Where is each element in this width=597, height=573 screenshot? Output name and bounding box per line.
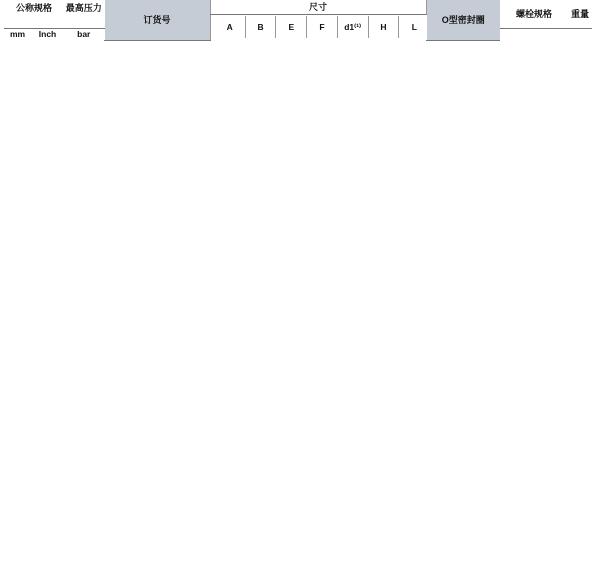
dim-col-header: B xyxy=(245,16,276,38)
dim-col-header: F xyxy=(307,16,338,38)
mm-unit: mm xyxy=(9,29,26,40)
bar-unit: bar xyxy=(77,29,91,40)
max-pressure-header: 最高压力 xyxy=(64,0,104,28)
inch-unit: Inch xyxy=(38,29,57,40)
dim-col-header: E xyxy=(276,16,307,38)
bolt-header: 螺栓规格 xyxy=(500,0,568,28)
nominal-size-header: 公称规格 xyxy=(4,0,64,28)
flange-spec-table xyxy=(4,0,592,41)
weight-header: 重量 xyxy=(568,0,592,28)
dimension-columns-header xyxy=(210,14,426,40)
dimensions-header: 尺寸 xyxy=(210,0,426,14)
oring-header: O型密封圈 xyxy=(426,0,500,40)
dim-col-header: d1⁽¹⁾ xyxy=(337,16,368,38)
dim-col-header: A xyxy=(215,16,246,38)
order-number-header: 订货号 xyxy=(104,0,210,40)
dim-col-header: L xyxy=(411,21,417,32)
dim-col-header: H xyxy=(368,16,399,38)
